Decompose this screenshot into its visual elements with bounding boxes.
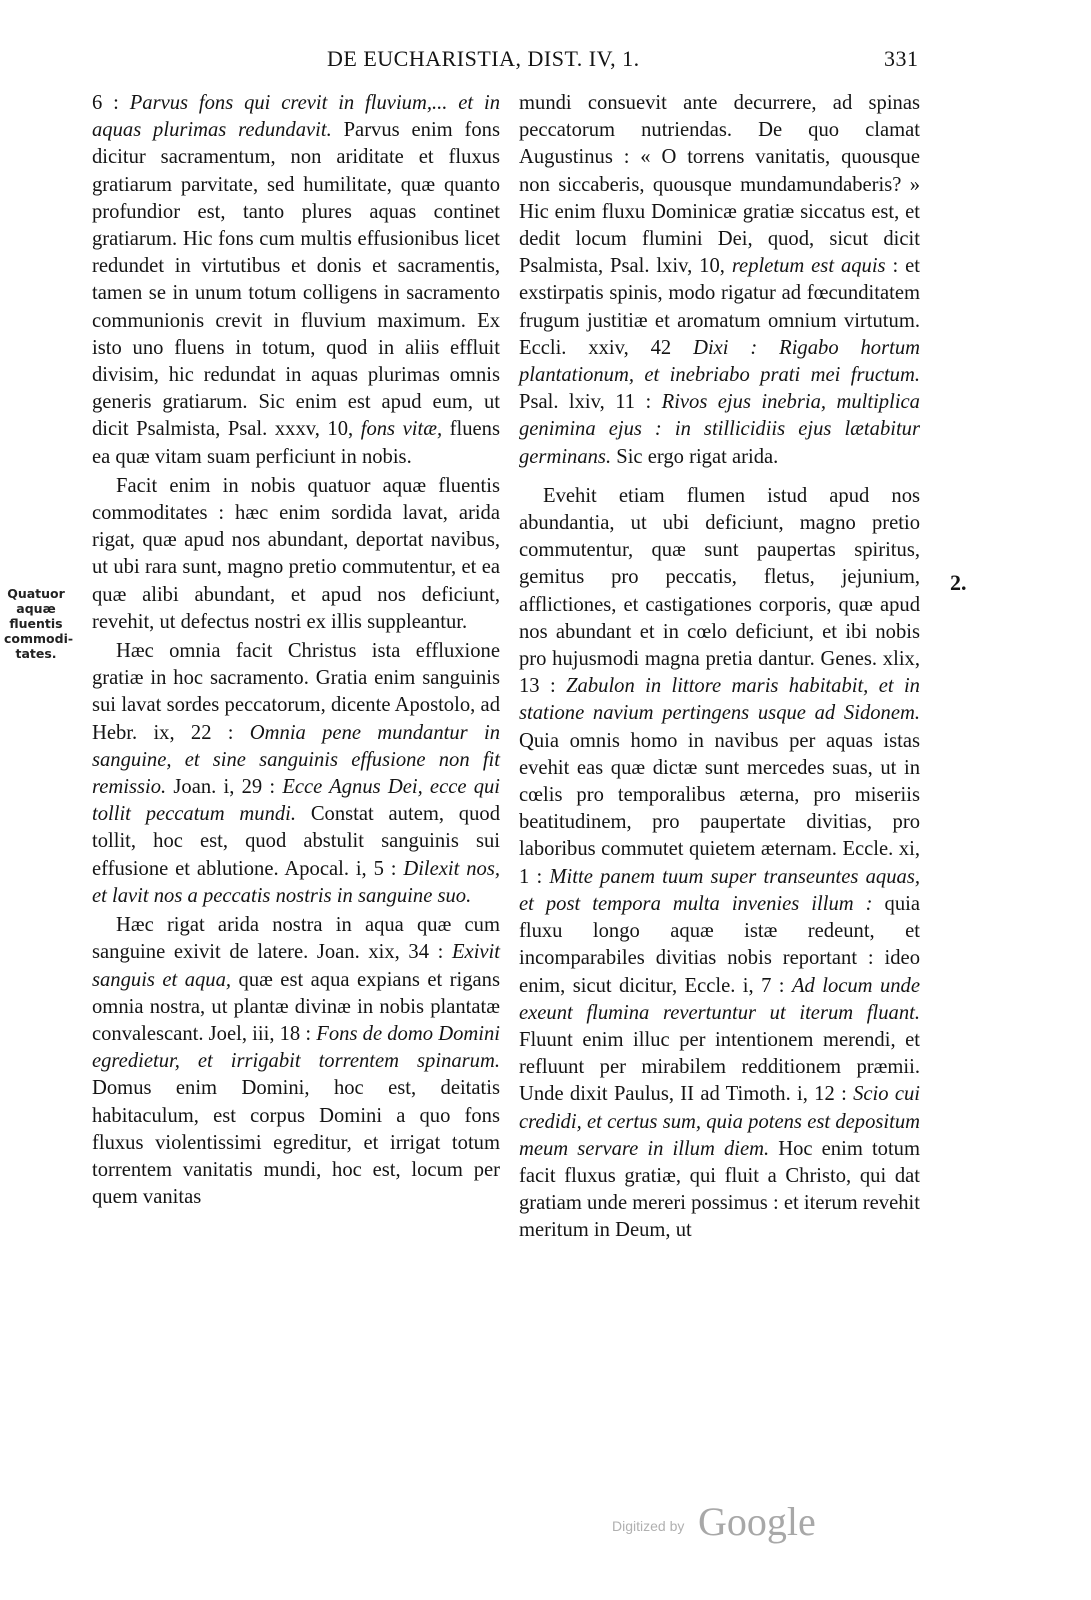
text-run: Evehit etiam flumen istud apud nos abundantia, ut ubi deficiunt, magno pretio commutentur, quæ sunt paupertas spiritus, gemitus pro peccatis, fletus, jejunium, afflictiones, et castigationes corporis, quæ apud nos abundant et in cœlo deficiunt, et ibi nobis pro hujusmodi magna pretia dantur. Genes. xlix, 13 : <box>519 484 920 698</box>
running-title: DE EUCHARISTIA, DIST. IV, 1. <box>327 46 640 71</box>
text-run: Hæc rigat arida nostra in aqua quæ cum sanguine exivit de latere. Joan. xix, 34 : <box>92 914 500 964</box>
watermark-caption: Digitized by <box>612 1518 685 1534</box>
text-run: Domus enim Domini, hoc est, deitatis habitaculum, est corpus Domini a quo fons fluxus violentissimi egreditur, et irrigat totum torrentem vanitatis mundi, hoc est, locum per quem vanitas <box>92 1077 500 1209</box>
italic-citation: fons vitæ, <box>360 418 443 441</box>
paragraph <box>519 483 920 1245</box>
text-run: Hæc omnia facit Christus ista effluxione gratiæ in hoc sacramento. Gratia enim sanguinis sui lavat sordes peccatorum, dicente Apostolo, ad Hebr. ix, 22 : <box>92 640 500 744</box>
text-run: 6 : <box>92 92 130 114</box>
text-run: fluens ea quæ vitam suam perficiunt in nobis. <box>92 418 500 468</box>
text-run: Quia omnis homo in navibus per aquas istas evehit eas quæ dictæ sunt mercedes suas, ut in cœlis pro temporalibus æterna, pro miseriis beatitudinem, pro paupertate divitias, pro laboribus commutet quietem æternam. Eccle. xi, 1 : <box>519 729 920 888</box>
italic-citation: Exivit sanguis et aqua, <box>92 941 500 991</box>
text-run: quæ est aqua expians et rigans omnia nostra, ut plantæ divinæ in nobis plantatæ convalescant. Joel, iii, 18 : <box>92 968 500 1045</box>
section-number: 2. <box>950 570 967 595</box>
italic-citation: Dilexit nos, et lavit nos a peccatis nostris in sanguine suo. <box>92 857 500 907</box>
italic-citation: Rivos ejus inebria, multiplica genimina ejus : in stillicidiis ejus lætabitur germinans. <box>519 391 920 468</box>
text-run: mundi consuevit ante decurrere, ad spinas peccatorum nutriendas. De quo clamat Augustinus : « O torrens vanitatis, quousque non siccaberis, quousque mundamundaberis? » Hic enim fluxu Dominicæ gratiæ siccatus est, et dedit locum flumini Dei, quod, sicut dicit Psalmista, Psal. lxiv, 10, <box>519 92 920 278</box>
italic-citation: Fons de domo Domini egredietur, et irrigabit torrentem spinarum. <box>92 1022 500 1073</box>
paragraph <box>92 473 500 636</box>
italic-citation: Parvus fons qui crevit in fluvium,... et in aquas plurimas redundavit. <box>92 92 500 142</box>
margin-note-line: commodi- <box>4 631 74 646</box>
italic-citation: Mitte panem tuum super transeuntes aquas, et post tempora multa invenies illum : <box>519 865 920 915</box>
text-run: Fluunt enim illuc per intentionem merendi, et refluunt per mirabilem redditionem præmii. Unde dixit Paulus, II ad Timoth. i, 12 : <box>519 1028 920 1106</box>
italic-citation: repletum est aquis <box>731 255 886 278</box>
italic-citation: Dixi : Rigabo hortum plantationum, et inebriabo prati mei fructum. <box>519 336 920 387</box>
left-column <box>92 90 500 1211</box>
google-logo: Google <box>698 1499 816 1544</box>
page-header <box>0 44 1091 78</box>
text-run: Hoc enim totum facit fluxus gratiæ, qui fluit a Christo, qui dat gratiam unde mereri possimus : et iterum revehit meritum in Deum, ut <box>519 1137 920 1242</box>
text-run: Constat autem, quod tollit, hoc est, quod abstulit sanguinis sui effusione et ablutione. Apocal. i, 5 : <box>92 803 500 880</box>
margin-note-line: fluentis <box>9 616 63 631</box>
text-run: Joan. i, 29 : <box>166 776 283 799</box>
margin-note-line: aquæ <box>16 601 56 616</box>
margin-note-line: tates. <box>15 646 57 661</box>
margin-note <box>4 586 74 661</box>
paragraph <box>519 90 920 471</box>
italic-citation: Omnia pene mundantur in sanguine, et sine sanguinis effusione non fit remissio. <box>92 721 500 799</box>
italic-citation: Ad locum unde exeunt flumina revertuntur ut iterum fluant. <box>519 974 920 1024</box>
paragraph <box>92 90 500 471</box>
text-run: Facit enim in nobis quatuor aquæ fluentis commoditates : hæc enim sordida lavat, arida rigat, quæ apud nos abundant, deportat navibus, ut ubi rara sunt, magno pretio commutentur, et ea quæ alibi abundant, et apud nos deficiunt, revehit, ut defectus nostri ex illis suppleantur. <box>92 474 500 633</box>
page-number: 331 <box>884 46 919 71</box>
italic-citation: Zabulon in littore maris habitabit, et in statione navium pertingens usque ad Sidonem. <box>519 675 920 725</box>
italic-citation: Ecce Agnus Dei, ecce qui tollit peccatum mundi. <box>92 776 501 826</box>
text-run: Sic ergo rigat arida. <box>611 445 779 468</box>
text-run: quia fluxu longo aquæ istæ redeunt, et incomparabiles divitias nobis reportant : ideo enim, sicut dicitur, Eccle. i, 7 : <box>519 892 921 997</box>
paragraph <box>92 912 500 1211</box>
text-run: : et exstirpatis spinis, modo rigatur ad fœcunditatem frugum justitiæ et aromatum omnium virtutum. Eccli. xxiv, 42 <box>519 255 920 359</box>
paragraph <box>92 638 500 910</box>
margin-note-line: Quatuor <box>7 586 65 601</box>
italic-citation: Scio cui credidi, et certus sum, quia potens est depositum meum servare in illum diem. <box>519 1083 920 1160</box>
text-run: Parvus enim fons dicitur sacramentum, non ariditate et fluxus gratiarum parvitate, sed humilitate, quæ quanto profundior est, tanto plures aquas continet gratiarum. Hic fons cum multis effusionibus licet redundet in virtutibus et donis et sacramentis, tamen se in unum totum colligens in sacramento communionis crevit in fluvium maximum. Ex isto uno fluens in totum, quod in aliis effluit divisim, hic redundat in aquas plurimas omnis generis gratiarum. Sic enim est apud eum, ut dicit Psalmista, Psal. xxxv, 10, <box>92 119 500 441</box>
right-column <box>519 90 920 1245</box>
text-run: Psal. lxiv, 11 : <box>519 391 662 414</box>
